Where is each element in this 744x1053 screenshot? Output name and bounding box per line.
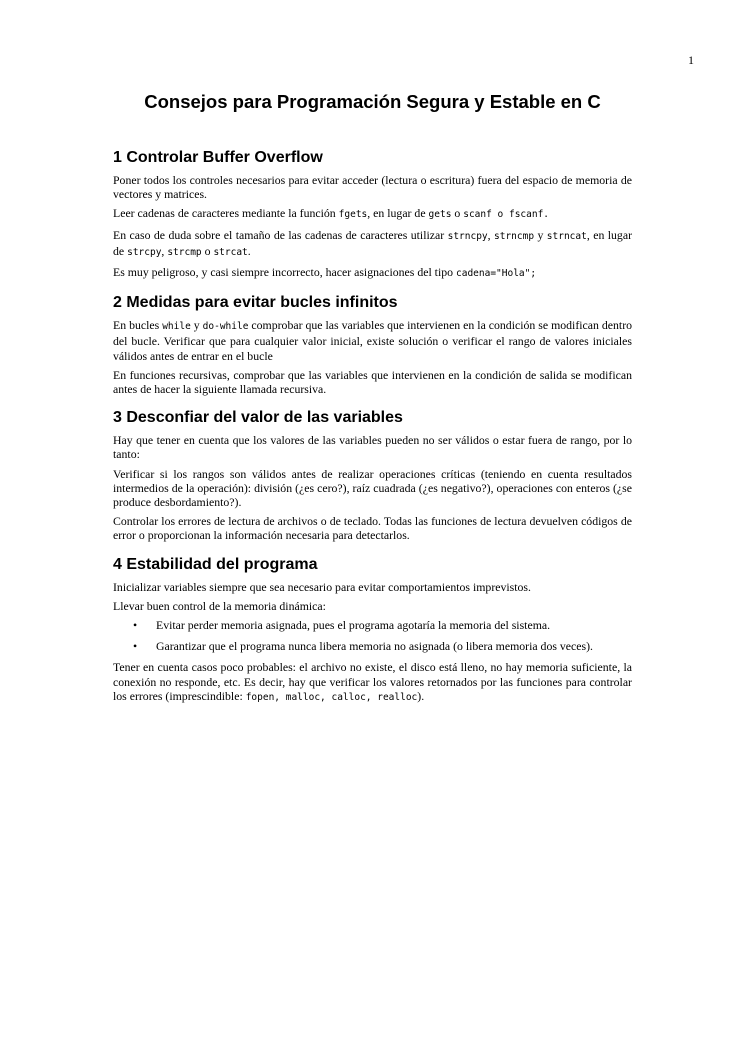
section-infinite-loops bbox=[113, 293, 632, 396]
text: o bbox=[201, 243, 214, 258]
code: do-while bbox=[202, 321, 249, 333]
sections bbox=[113, 148, 632, 717]
text: y bbox=[534, 227, 547, 242]
text: , bbox=[161, 243, 168, 258]
section-heading: 4 Estabilidad del programa bbox=[113, 555, 318, 573]
code: strncmp bbox=[494, 230, 535, 242]
section-buffer-overflow bbox=[113, 148, 632, 281]
paragraph: Hay que tener en cuenta que los valores de las variables pueden no ser válidos o estar fuera de rango, por lo tanto: bbox=[113, 433, 632, 462]
paragraph bbox=[113, 660, 632, 705]
list-item bbox=[113, 618, 632, 632]
page-number: 1 bbox=[688, 53, 694, 67]
code: strcat bbox=[213, 246, 248, 258]
paragraph: Llevar buen control de la memoria dinámica: bbox=[113, 598, 326, 613]
bullet-list bbox=[113, 618, 632, 653]
text: comprobar que las variables que intervienen en la condición se modifican dentro del bucle. Verificar que para cualquier valor inicial, existe solución o verificar el rango de valores iniciales válidos antes de entrar en el bucle bbox=[113, 318, 633, 363]
bullet-icon: • bbox=[133, 639, 138, 654]
document-title: Consejos para Programación Segura y Estable en C bbox=[144, 91, 601, 112]
code: while bbox=[162, 321, 191, 333]
code: strncat bbox=[546, 230, 587, 242]
section-program-stability bbox=[113, 555, 632, 705]
section-heading: 3 Desconfiar del valor de las variables bbox=[113, 409, 403, 427]
code: scanf o fscanf. bbox=[463, 209, 550, 221]
paragraph: Verificar si los rangos son válidos antes de realizar operaciones críticas (teniendo en cuenta resultados intermedios de la operación): división (¿es cero?), raíz cuadrada (¿es negativo?), operaciones con enteros (¿se produce desbordamiento?). bbox=[113, 466, 632, 510]
paragraph: Inicializar variables siempre que sea necesario para evitar comportamientos imprevistos. bbox=[113, 579, 531, 594]
list-item-text: Evitar perder memoria asignada, pues el programa agotaría la memoria del sistema. bbox=[156, 618, 551, 633]
code: gets bbox=[428, 209, 452, 221]
section-heading: 2 Medidas para evitar bucles infinitos bbox=[113, 294, 398, 312]
text: Es muy peligroso, y casi siempre incorrecto, hacer asignaciones del tipo bbox=[113, 265, 456, 280]
text: , bbox=[487, 227, 495, 242]
paragraph bbox=[113, 318, 632, 363]
text: o bbox=[451, 206, 464, 221]
code: strncpy bbox=[447, 230, 488, 242]
text: Leer cadenas de caracteres mediante la función bbox=[113, 206, 339, 221]
text: En bucles bbox=[113, 318, 163, 333]
bullet-icon: • bbox=[133, 618, 138, 633]
section-heading: 1 Controlar Buffer Overflow bbox=[113, 149, 323, 166]
paragraph: En funciones recursivas, comprobar que las variables que intervienen en la condición de salida se modifican antes de hacer la siguiente llamada recursiva. bbox=[113, 367, 632, 397]
code: cadena="Hola"; bbox=[456, 268, 537, 280]
code: fopen, malloc, calloc, realloc bbox=[245, 691, 418, 703]
text: . bbox=[247, 243, 251, 258]
list-item bbox=[113, 639, 632, 653]
paragraph bbox=[113, 265, 632, 281]
text: En caso de duda sobre el tamaño de las cadenas de caracteres utilizar bbox=[113, 227, 448, 242]
code: strcpy bbox=[127, 246, 162, 258]
list-item-text: Garantizar que el programa nunca libera memoria no asignada (o libera memoria dos veces). bbox=[156, 639, 593, 654]
text: , en lugar de bbox=[113, 227, 632, 258]
section-distrust-variables bbox=[113, 408, 632, 542]
text: , en lugar de bbox=[367, 206, 429, 221]
code: fgets bbox=[338, 209, 368, 221]
paragraph: Poner todos los controles necesarios para evitar acceder (lectura o escritura) fuera del espacio de memoria de vectores y matrices. bbox=[113, 173, 632, 202]
paragraph bbox=[113, 206, 632, 222]
code: strcmp bbox=[167, 246, 202, 258]
paragraph: Controlar los errores de lectura de archivos o de teclado. Todas las funciones de lectura devuelven códigos de error o proporcionan la información necesaria para detectarlos. bbox=[113, 514, 632, 543]
paragraph bbox=[113, 228, 632, 260]
text: y bbox=[190, 318, 203, 333]
text: Tener en cuenta casos poco probables: el archivo no existe, el disco está lleno, no hay memoria suficiente, la conexión no responde, etc. Es decir, hay que verificar los valores retornados por las funciones para controlar los errores (imprescindible: bbox=[113, 660, 632, 703]
text: ). bbox=[417, 688, 425, 703]
